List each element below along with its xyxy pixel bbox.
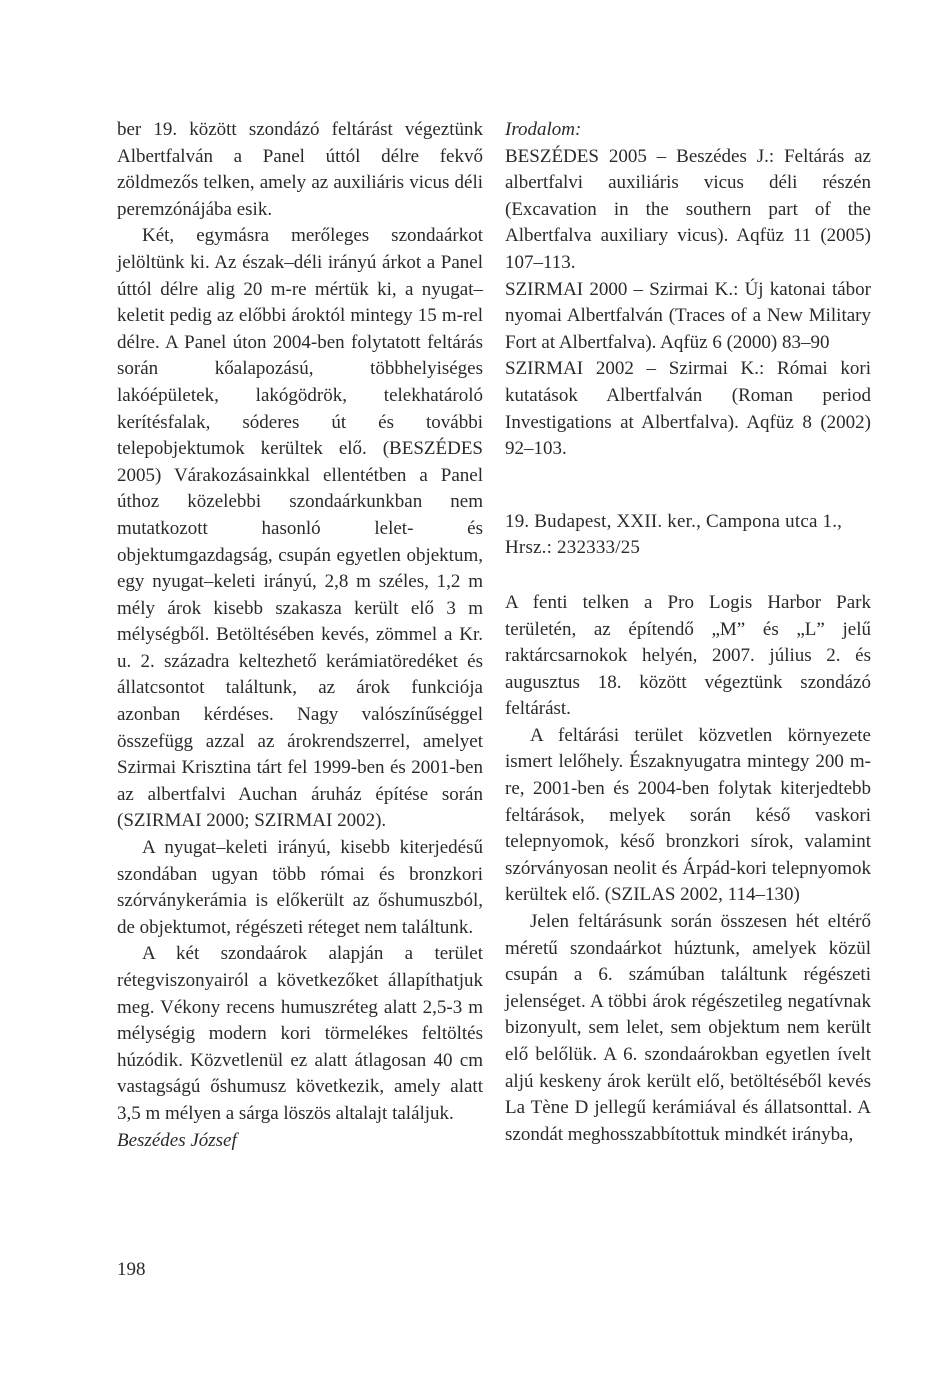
body-paragraph: A két szondaárok alapján a terület rétegviszonyairól a következőket állapíthatjuk meg. Vékony recens humuszréteg alatt 2,5-3 m mélységig modern kori törmelékes feltöltés húzódik. Közvetlenül ez alatt átlagosan 40 cm vastagságú őshumusz következik, amely alatt 3,5 m mélyen a sárga löszös altalajt találjuk. bbox=[117, 943, 483, 1124]
left-column bbox=[117, 117, 483, 1154]
body-paragraph: ber 19. között szondázó feltárást végeztünk Albertfalván a Panel úttól délre fekvő zöldmezős telken, amely az auxiliáris vicus déli peremzónájába esik. bbox=[117, 119, 483, 220]
body-paragraph: A fenti telken a Pro Logis Harbor Park területén, az építendő „M” és „L” jelű raktárcsarnokok helyén, 2007. július 2. és augusztus 18. között végeztünk szondázó feltárást. bbox=[505, 591, 871, 720]
body-paragraph: Jelen feltárásunk során összesen hét eltérő méretű szondaárkot húztunk, amelyek közül csupán a 6. számúban találtunk régészeti jelenséget. A többi árok régészetileg negatívnak bizonyult, sem lelet, sem objektum nem került elő belőlük. A 6. szondaárokban egyetlen ívelt aljú keskeny árok került elő, betöltéséből kevés La Tène D jellegű kerámiával és állatsonttal. A szondát meghosszabbítottuk mindkét irányba, bbox=[505, 911, 871, 1145]
reference-entry: SZIRMAI 2000 – Szirmai K.: Új katonai tábor nyomai Albertfalván (Traces of a New Military Fort at Albertfalva). Aqfüz 6 (2000) 83–90 bbox=[505, 278, 871, 353]
page-number: 198 bbox=[117, 1259, 146, 1280]
body-paragraph: A nyugat–keleti irányú, kisebb kiterjedésű szondában ugyan több római és bronzkori szórványkerámia is előkerült az őshumuszból, de objektumot, régészeti réteget nem találtunk. bbox=[117, 837, 483, 938]
body-paragraph: A feltárási terület közvetlen környezete ismert lelőhely. Északnyugatra mintegy 200 m-re, 2001-ben és 2004-ben folytak kiterjedtebb feltárások, melyek során késő vaskori telepnyomok, késő bronzkori sírok, valamint szórványosan neolit és Árpád-kori telepnyomok kerültek elő. (SZILAS 2002, 114–130) bbox=[505, 724, 871, 906]
reference-entry: SZIRMAI 2002 – Szirmai K.: Római kori kutatások Albertfalván (Roman period Investigations at Albertfalva). Aqfüz 8 (2002) 92–103. bbox=[505, 358, 871, 460]
author-signature: Beszédes József bbox=[117, 1129, 237, 1151]
body-paragraph: Két, egymásra merőleges szondaárkot jelöltünk ki. Az észak–déli irányú árkot a Panel úttól délre alig 20 m-re mértük ki, a nyugat–keletit pedig az előbbi ároktól mintegy 15 m-rel délre. A Panel úton 2004-ben folytatott feltárás során kőalapozású, többhelyiséges lakóépületek, lakógödrök, telekhatároló kerítésfalak, sóderes út és további telepobjektumok kerültek elő. (BESZÉDES 2005) Várakozásainkkal ellentétben a Panel úthoz közelebbi szondaárkunkban nem mutatkozott hasonló lelet- és objektumgazdagság, csupán egyetlen objektum, egy nyugat–keleti irányú, 2,8 m széles, 1,2 m mély árok kisebb szakasza került elő 3 m mélységből. Betöltésében kevés, zömmel a Kr. u. 2. századra keltezhető kerámiatöredéket és állatcsontot találtunk, az árok funkciója azonban kérdéses. Nagy valószínűséggel összefügg azzal az árokrendszerrel, amelyet Szirmai Krisztina tárt fel 1999-ben és 2001-ben az albertfalvi Auchan áruház építése során (SZIRMAI 2000; SZIRMAI 2002). bbox=[117, 225, 483, 832]
literature-heading: Irodalom: bbox=[505, 119, 582, 140]
reference-entry: BESZÉDES 2005 – Beszédes J.: Feltárás az albertfalvi auxiliáris vicus déli részén (Excavation in the southern part of the Albertfalva auxiliary vicus). Aqfüz 11 (2005) 107–113. bbox=[505, 145, 871, 273]
right-column bbox=[505, 117, 871, 1148]
section-heading: 19. Budapest, XXII. ker., Campona utca 1., Hrsz.: 232333/25 bbox=[505, 510, 843, 559]
